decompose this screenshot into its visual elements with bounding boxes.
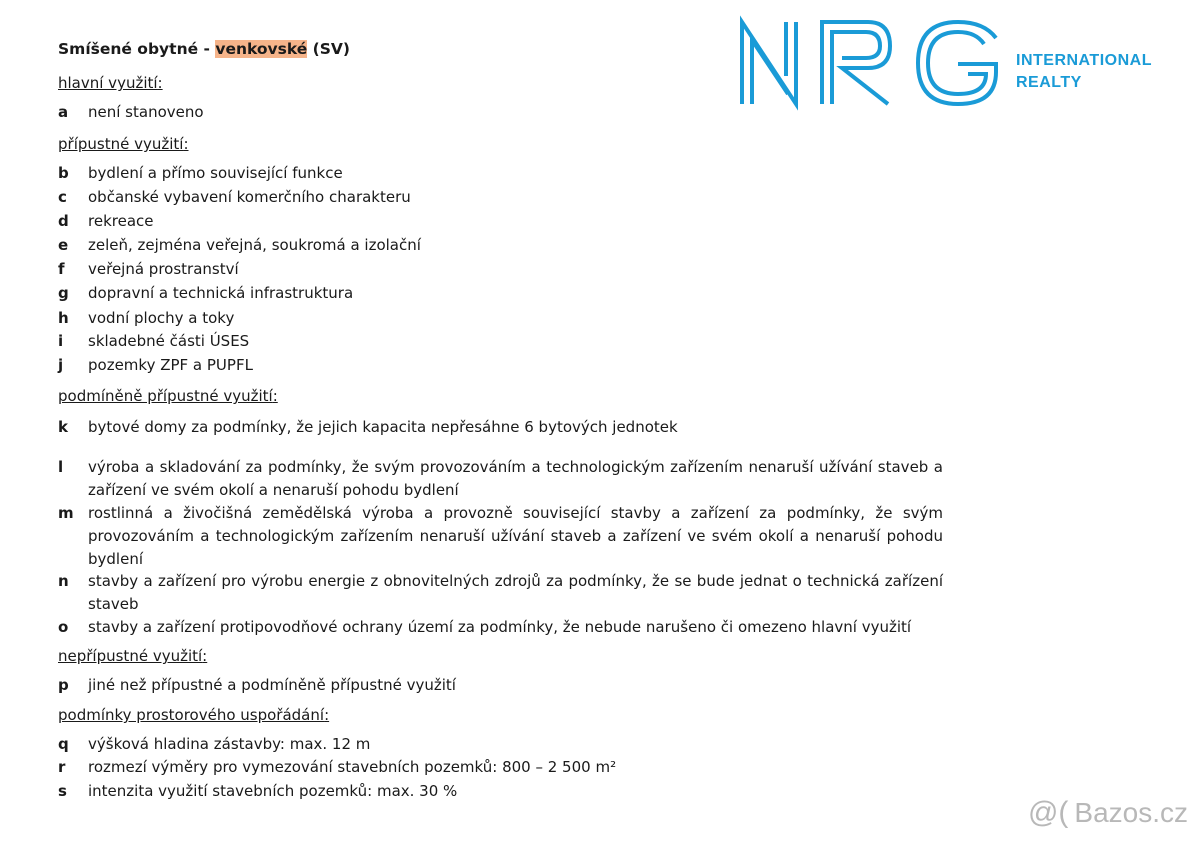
item-text: občanské vybavení komerčního charakteru	[88, 188, 411, 206]
title-prefix: Smíšené obytné -	[58, 40, 216, 58]
item-text: veřejná prostranství	[88, 260, 239, 278]
item-text: stavby a zařízení pro výrobu energie z obnovitelných zdrojů za podmínky, že se bude jednat o technická zařízení staveb	[88, 572, 943, 613]
list-item	[58, 186, 943, 209]
list-item	[58, 616, 943, 639]
item-letter: q	[58, 735, 69, 753]
list-item	[58, 502, 943, 571]
list-item	[58, 416, 943, 439]
list-item	[58, 570, 943, 616]
item-letter: f	[58, 260, 65, 278]
list-item	[58, 780, 943, 803]
item-letter: h	[58, 309, 69, 327]
item-letter: s	[58, 782, 67, 800]
item-letter: n	[58, 572, 69, 590]
item-text: výroba a skladování za podmínky, že svým provozováním a technologickým zařízením nenaruší užívání staveb a zařízení ve svém okolí a nenaruší pohodu bydlení	[88, 458, 943, 499]
item-text: stavby a zařízení protipovodňové ochrany území za podmínky, že nebude narušeno či omezeno hlavní využití	[88, 618, 912, 636]
item-text: rostlinná a živočišná zemědělská výroba a provozně související stavby a zařízení za podmínky, že svým provozováním a technologickým zařízením nenaruší užívání staveb a zařízení ve svém okolí a nenaruší pohodu bydlení	[88, 504, 943, 568]
list-item	[58, 210, 943, 233]
logo-text	[1016, 50, 1152, 94]
list-item	[58, 234, 943, 257]
item-text: zeleň, zejména veřejná, soukromá a izolační	[88, 236, 421, 254]
item-text: bydlení a přímo související funkce	[88, 164, 343, 182]
item-letter: k	[58, 418, 68, 436]
item-letter: d	[58, 212, 69, 230]
item-text: rozmezí výměry pro vymezování stavebních pozemků: 800 – 2 500 m²	[88, 758, 617, 776]
bazos-watermark	[1028, 796, 1188, 830]
section-heading: podmíněně přípustné využití:	[58, 387, 278, 405]
item-text: intenzita využití stavebních pozemků: max. 30 %	[88, 782, 458, 800]
list-item	[58, 282, 943, 305]
document-title	[58, 40, 350, 58]
section-heading: přípustné využití:	[58, 135, 189, 153]
section-heading: podmínky prostorového uspořádání:	[58, 706, 330, 724]
nrg-logo	[738, 14, 1188, 114]
item-text: výšková hladina zástavby: max. 12 m	[88, 735, 371, 753]
title-suffix: (SV)	[307, 40, 351, 58]
item-letter: c	[58, 188, 67, 206]
item-letter: p	[58, 676, 69, 694]
list-item	[58, 756, 943, 779]
item-text: pozemky ZPF a PUPFL	[88, 356, 253, 374]
list-item	[58, 258, 943, 281]
logo-line-1: INTERNATIONAL	[1016, 52, 1152, 69]
list-item	[58, 330, 943, 353]
item-letter: b	[58, 164, 69, 182]
list-item	[58, 733, 943, 756]
item-text: dopravní a technická infrastruktura	[88, 284, 354, 302]
item-text: skladebné části ÚSES	[88, 332, 250, 350]
item-letter: i	[58, 332, 64, 350]
item-text: rekreace	[88, 212, 154, 230]
list-item	[58, 354, 943, 377]
nrg-logo-mark	[738, 14, 1008, 114]
item-letter: l	[58, 458, 64, 476]
item-text: jiné než přípustné a podmíněně přípustné využití	[88, 676, 456, 694]
section-heading: nepřípustné využití:	[58, 647, 208, 665]
item-letter: o	[58, 618, 69, 636]
list-item	[58, 162, 943, 185]
watermark-text: Bazos.cz	[1074, 797, 1188, 828]
item-text: není stanoveno	[88, 103, 204, 121]
item-letter: m	[58, 504, 74, 522]
item-letter: g	[58, 284, 69, 302]
item-letter: e	[58, 236, 69, 254]
item-letter: j	[58, 356, 64, 374]
item-text: bytové domy za podmínky, že jejich kapacita nepřesáhne 6 bytových jednotek	[88, 418, 678, 436]
list-item	[58, 456, 943, 502]
item-letter: r	[58, 758, 66, 776]
logo-line-2: REALTY	[1016, 74, 1082, 91]
list-item	[58, 307, 943, 330]
item-letter: a	[58, 103, 69, 121]
item-text: vodní plochy a toky	[88, 309, 235, 327]
title-highlight: venkovské	[215, 40, 308, 58]
section-heading: hlavní využití:	[58, 74, 163, 92]
bazos-icon: @(	[1027, 796, 1069, 829]
list-item	[58, 674, 943, 697]
